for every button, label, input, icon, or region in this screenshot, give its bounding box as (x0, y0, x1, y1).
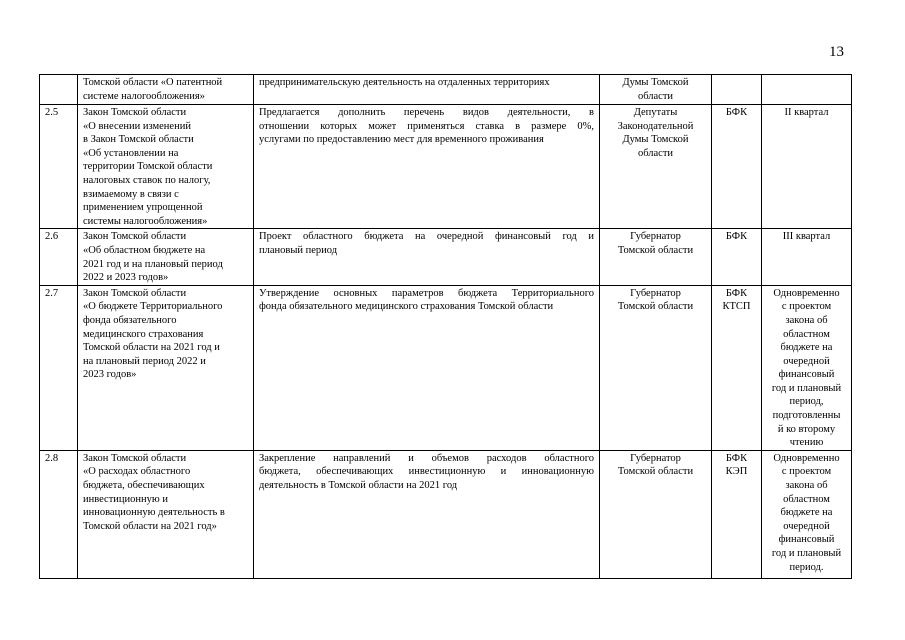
description-cell (254, 450, 600, 578)
row-number-cell (40, 450, 78, 578)
term-line: областном (783, 328, 830, 340)
responsible-line: КЭП (725, 466, 748, 478)
initiator-cell (600, 285, 712, 450)
initiator-cell (600, 105, 712, 229)
law-title-line: 2022 и 2023 годов» (83, 272, 169, 284)
term-line: областном (783, 493, 830, 505)
row-number: 2.6 (45, 231, 59, 243)
law-title-line: Закон Томской области (83, 231, 187, 243)
law-title-cell (78, 285, 254, 450)
term-cell (762, 450, 852, 578)
law-title-line: Закон Томской области (83, 287, 187, 299)
law-title-line: территории Томской области (83, 161, 213, 173)
law-title-cell (78, 75, 254, 105)
responsible-line: БФК (725, 107, 748, 118)
law-title-line: медицинского страхования (83, 328, 204, 340)
responsible-line: КТСП (722, 301, 751, 313)
term-line: очередной (783, 355, 830, 367)
description-line: предпринимательскую деятельность на отдаленных территориях (259, 77, 550, 88)
law-title-line: 2023 годов» (83, 369, 137, 381)
law-title-line: системе налогообложения» (83, 90, 205, 102)
responsible-line: БФК (725, 287, 748, 299)
law-title-line: Томской области на 2021 год» (83, 520, 217, 532)
law-title-line: «Об установлении на (83, 147, 179, 159)
initiator-line: Думы Томской (622, 134, 689, 146)
term-line: год и плановый (771, 382, 842, 394)
description-line: плановый период (259, 244, 338, 256)
table-row (40, 229, 852, 285)
law-title-line: «О внесении изменений (83, 120, 191, 132)
initiator-cell (600, 450, 712, 578)
description-line: Проект областного бюджета на очередной финансовый год и (259, 231, 594, 243)
description-line: бюджета, обеспечивающих инвестиционную и инновационную (259, 466, 594, 478)
description-cell (254, 285, 600, 450)
description-line: Предлагается дополнить перечень видов деятельности, в (259, 107, 594, 118)
responsible-line: БФК (725, 231, 748, 243)
law-title-cell (78, 450, 254, 578)
description-line: Утверждение основных параметров бюджета Территориального (259, 287, 594, 299)
law-title-line: «Об областном бюджете на (83, 244, 206, 256)
description-line: деятельность в Томской области на 2021 год (259, 480, 458, 492)
table-row (40, 75, 852, 105)
term-line: очередной (783, 520, 830, 532)
description-line: фонда обязательного медицинского страхования Томской области (259, 301, 554, 313)
law-title-cell (78, 105, 254, 229)
page-number: 13 (829, 44, 844, 60)
term-line: закона об (785, 480, 828, 492)
term-line: III квартал (782, 231, 831, 243)
term-line: й ко второму (777, 423, 836, 435)
term-cell (762, 229, 852, 285)
law-title-line: системы налогообложения» (83, 215, 208, 227)
term-line: с проектом (781, 466, 832, 478)
law-title-line: на плановый период 2022 и (83, 355, 206, 367)
initiator-line: Томской области (617, 244, 694, 256)
term-line: финансовый (778, 369, 835, 381)
responsible-cell (712, 285, 762, 450)
row-number-cell (40, 285, 78, 450)
initiator-line: области (637, 90, 674, 102)
law-title-line: Закон Томской области (83, 452, 187, 464)
law-title-line: инновационную деятельность в (83, 507, 225, 519)
initiator-line: Губернатор (630, 287, 681, 299)
description-line: отношении которых может применяться ставка в размере 0%, (259, 120, 594, 132)
initiator-line: области (637, 147, 674, 159)
term-line: Одновременно (773, 287, 840, 299)
responsible-cell (712, 105, 762, 229)
responsible-cell (712, 229, 762, 285)
term-line: закона об (785, 314, 828, 326)
initiator-cell (600, 75, 712, 105)
term-line: бюджете на (780, 342, 833, 354)
law-title-line: Томской области «О патентной (83, 77, 223, 88)
description-line: услугами по предоставлению мест для временного проживания (259, 134, 544, 146)
responsible-cell (712, 450, 762, 578)
initiator-line: Губернатор (630, 452, 681, 464)
initiator-line: Губернатор (630, 231, 681, 243)
initiator-line: Томской области (617, 301, 694, 313)
law-title-line: 2021 год и на плановый период (83, 258, 223, 270)
row-number: 2.7 (45, 287, 59, 299)
law-title-line: Закон Томской области (83, 107, 187, 118)
initiator-line: Думы Томской (622, 77, 689, 88)
description-line: Закрепление направлений и объемов расходов областного (259, 452, 594, 464)
law-title-line: налоговых ставок по налогу, (83, 174, 211, 186)
row-number-cell (40, 75, 78, 105)
responsible-line: БФК (725, 452, 748, 464)
term-line: Одновременно (773, 452, 840, 464)
term-line: период. (789, 561, 824, 573)
row-number-cell (40, 229, 78, 285)
description-cell (254, 75, 600, 105)
initiator-line: Томской области (617, 466, 694, 478)
term-line: бюджете на (780, 507, 833, 519)
row-number-cell (40, 105, 78, 229)
table-row (40, 450, 852, 578)
term-line: финансовый (778, 534, 835, 546)
row-number: 2.8 (45, 452, 59, 464)
responsible-cell (712, 75, 762, 105)
law-title-line: фонда обязательного (83, 314, 177, 326)
legislative-plan-table (39, 74, 852, 579)
law-title-cell (78, 229, 254, 285)
initiator-line: Депутаты (633, 107, 678, 118)
table-row (40, 105, 852, 229)
description-cell (254, 229, 600, 285)
term-cell (762, 285, 852, 450)
description-cell (254, 105, 600, 229)
term-line: II квартал (784, 107, 829, 118)
term-line: подготовленны (772, 410, 841, 422)
law-title-line: взимаемому в связи с (83, 188, 179, 200)
law-title-line: в Закон Томской области (83, 134, 194, 146)
term-line: чтению (789, 437, 824, 449)
term-line: год и плановый (771, 548, 842, 559)
term-line: период, (789, 396, 824, 408)
law-title-line: бюджета, обеспечивающих (83, 480, 205, 492)
initiator-line: Законодательной (617, 120, 694, 132)
table-row (40, 285, 852, 450)
row-number: 2.5 (45, 107, 59, 118)
law-title-line: «О расходах областного (83, 466, 191, 478)
initiator-cell (600, 229, 712, 285)
law-title-line: Томской области на 2021 год и (83, 342, 220, 354)
law-title-line: применением упрощенной (83, 202, 203, 214)
term-cell (762, 75, 852, 105)
law-title-line: инвестиционную и (83, 493, 168, 505)
term-line: с проектом (781, 301, 832, 313)
law-title-line: «О бюджете Территориального (83, 301, 223, 313)
term-cell (762, 105, 852, 229)
